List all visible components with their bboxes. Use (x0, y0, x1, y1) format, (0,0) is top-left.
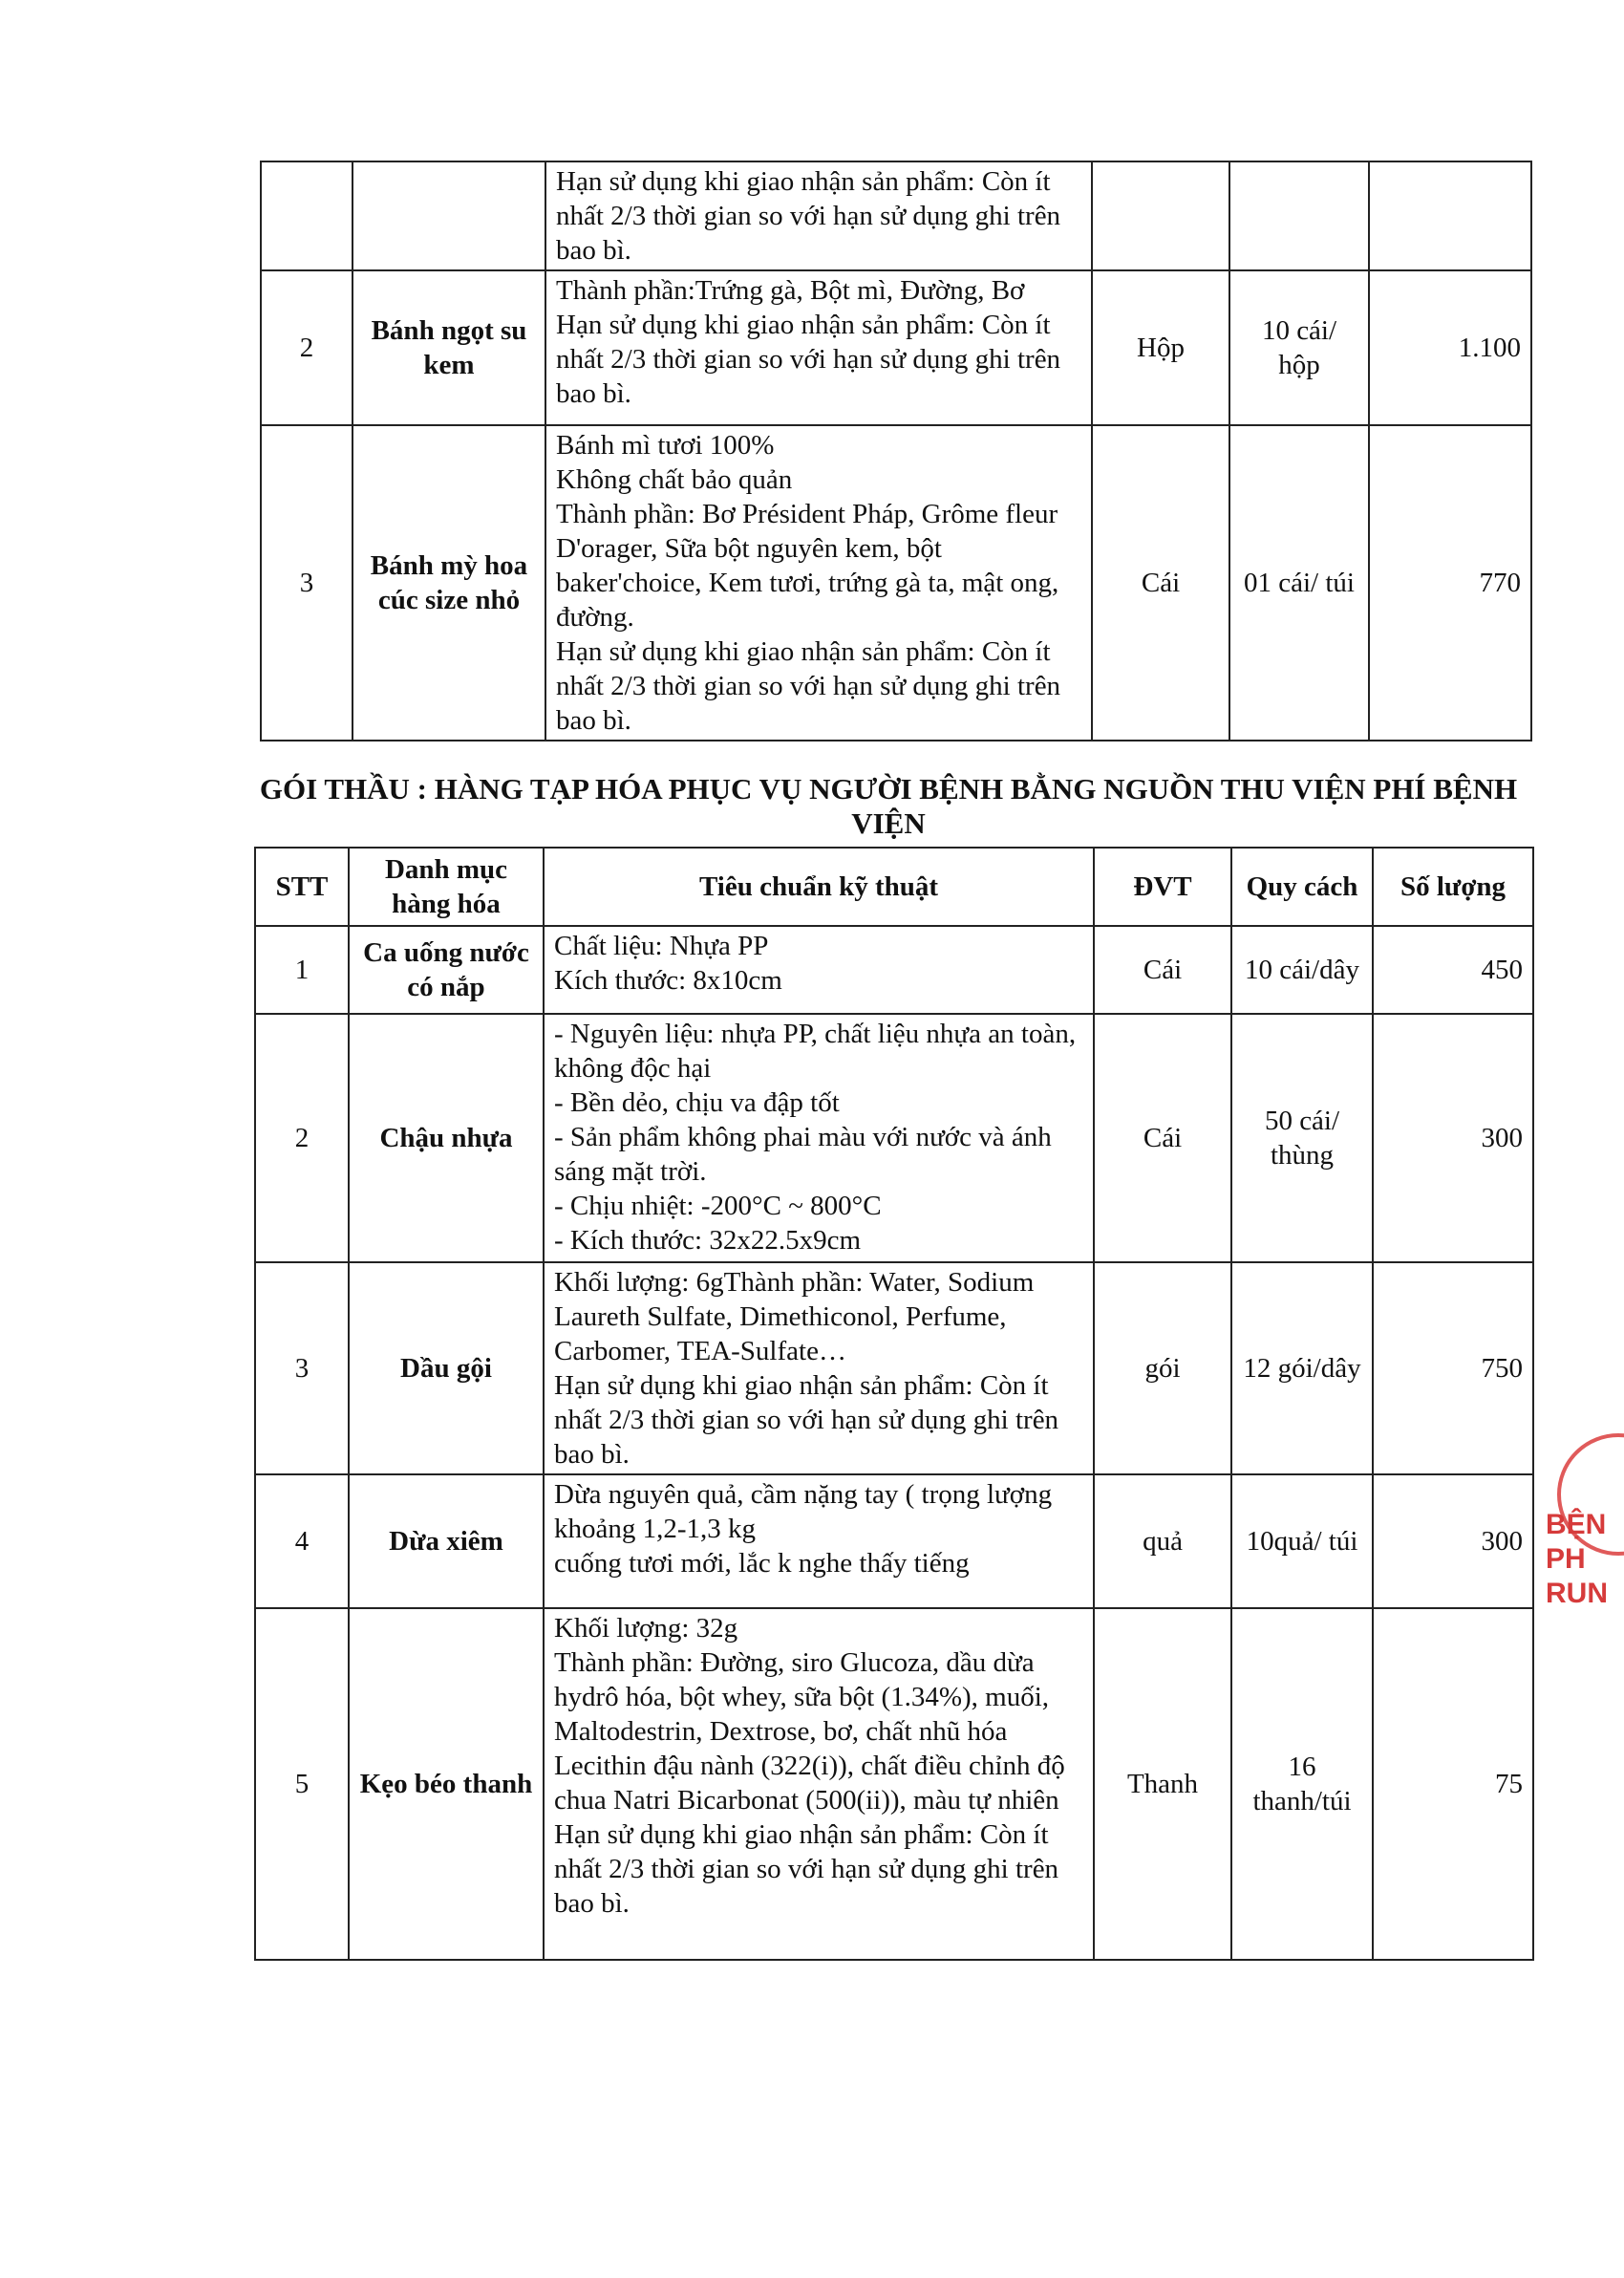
unit-cell: gói (1094, 1262, 1231, 1474)
unit-cell: Hộp (1092, 270, 1229, 425)
spec-cell: Khối lượng: 32g Thành phần: Đường, siro Glucoza, dầu dừa hydrô hóa, bột whey, sữa bột (1.34%), muối, Maltodestrin, Dextrose, bơ, chất nhũ hóa Lecithin đậu nành (322(i)), chất điều chỉnh độ chua Natri Bicarbonat (500(ii)), màu tự nhiên Hạn sử dụng khi giao nhận sản phẩm: Còn ít nhất 2/3 thời gian so với hạn sử dụng ghi trên bao bì. (544, 1608, 1094, 1960)
unit-cell: Thanh (1094, 1608, 1231, 1960)
item-name-cell: Dừa xiêm (349, 1474, 544, 1608)
item-name-cell: Chậu nhựa (349, 1014, 544, 1262)
item-name-cell (353, 161, 545, 270)
qty-cell: 1.100 (1369, 270, 1531, 425)
section-heading: GÓI THẦU : HÀNG TẠP HÓA PHỤC VỤ NGƯỜI BỆNH BẰNG NGUỒN THU VIỆN PHÍ BỆNH VIỆN (259, 772, 1518, 840)
header-stt: STT (255, 848, 349, 926)
table-row (261, 425, 1531, 741)
pack-cell: 10 cái/dây (1231, 926, 1373, 1014)
stt-cell (261, 161, 353, 270)
unit-cell (1092, 161, 1229, 270)
spec-cell: Dừa nguyên quả, cầm nặng tay ( trọng lượng khoảng 1,2-1,3 kg cuống tươi mới, lắc k nghe thấy tiếng (544, 1474, 1094, 1608)
spec-cell: Khối lượng: 6gThành phần: Water, Sodium Laureth Sulfate, Dimethiconol, Perfume, Carbomer, TEA-Sulfate… Hạn sử dụng khi giao nhận sản phẩm: Còn ít nhất 2/3 thời gian so với hạn sử dụng ghi trên bao bì. (544, 1262, 1094, 1474)
pack-cell: 10 cái/ hộp (1229, 270, 1369, 425)
unit-cell: Cái (1092, 425, 1229, 741)
header-row (255, 848, 1533, 926)
pack-cell: 10quả/ túi (1231, 1474, 1373, 1608)
header-qty: Số lượng (1373, 848, 1533, 926)
unit-cell: quả (1094, 1474, 1231, 1608)
stt-cell: 3 (261, 425, 353, 741)
continuation-table (260, 161, 1532, 741)
spec-cell: Thành phần:Trứng gà, Bột mì, Đường, Bơ Hạn sử dụng khi giao nhận sản phẩm: Còn ít nhất 2/3 thời gian so với hạn sử dụng ghi trên bao bì. (545, 270, 1092, 425)
item-name-cell: Bánh mỳ hoa cúc size nhỏ (353, 425, 545, 741)
stt-cell: 1 (255, 926, 349, 1014)
table-row (261, 270, 1531, 425)
item-name-cell: Ca uống nước có nắp (349, 926, 544, 1014)
pack-cell: 01 cái/ túi (1229, 425, 1369, 741)
pack-cell: 12 gói/dây (1231, 1262, 1373, 1474)
qty-cell: 750 (1373, 1262, 1533, 1474)
unit-cell: Cái (1094, 1014, 1231, 1262)
stt-cell: 4 (255, 1474, 349, 1608)
item-name-cell: Bánh ngọt su kem (353, 270, 545, 425)
spec-cell: - Nguyên liệu: nhựa PP, chất liệu nhựa an toàn, không độc hại - Bền dẻo, chịu va đập tốt - Sản phẩm không phai màu với nước và ánh sáng mặt trời. - Chịu nhiệt: -200°C ~ 800°C - Kích thước: 32x22.5x9cm (544, 1014, 1094, 1262)
table-row (255, 1608, 1533, 1960)
qty-cell: 300 (1373, 1474, 1533, 1608)
table-row (255, 1262, 1533, 1474)
header-unit: ĐVT (1094, 848, 1231, 926)
table-row (255, 926, 1533, 1014)
table-row (255, 1014, 1533, 1262)
pack-cell: 16 thanh/túi (1231, 1608, 1373, 1960)
spec-cell: Chất liệu: Nhựa PP Kích thước: 8x10cm (544, 926, 1094, 1014)
stt-cell: 2 (255, 1014, 349, 1262)
unit-cell: Cái (1094, 926, 1231, 1014)
qty-cell (1369, 161, 1531, 270)
header-spec: Tiêu chuẩn kỹ thuật (544, 848, 1094, 926)
header-name: Danh mục hàng hóa (349, 848, 544, 926)
qty-cell: 300 (1373, 1014, 1533, 1262)
pack-cell: 50 cái/ thùng (1231, 1014, 1373, 1262)
stt-cell: 5 (255, 1608, 349, 1960)
main-table (254, 847, 1534, 1961)
stt-cell: 2 (261, 270, 353, 425)
qty-cell: 450 (1373, 926, 1533, 1014)
spec-cell: Hạn sử dụng khi giao nhận sản phẩm: Còn ít nhất 2/3 thời gian so với hạn sử dụng ghi trên bao bì. (545, 161, 1092, 270)
stamp-text: BỆN PH RUN (1546, 1509, 1608, 1609)
item-name-cell: Kẹo béo thanh (349, 1608, 544, 1960)
qty-cell: 770 (1369, 425, 1531, 741)
spec-cell: Bánh mì tươi 100% Không chất bảo quản Thành phần: Bơ Président Pháp, Grôme fleur D'orager, Sữa bột nguyên kem, bột baker'choice, Kem tươi, trứng gà ta, mật ong, đường. Hạn sử dụng khi giao nhận sản phẩm: Còn ít nhất 2/3 thời gian so với hạn sử dụng ghi trên bao bì. (545, 425, 1092, 741)
header-pack: Quy cách (1231, 848, 1373, 926)
qty-cell: 75 (1373, 1608, 1533, 1960)
red-stamp (1538, 1433, 1624, 1644)
stt-cell: 3 (255, 1262, 349, 1474)
table-row (261, 161, 1531, 270)
item-name-cell: Dầu gội (349, 1262, 544, 1474)
table-row (255, 1474, 1533, 1608)
pack-cell (1229, 161, 1369, 270)
